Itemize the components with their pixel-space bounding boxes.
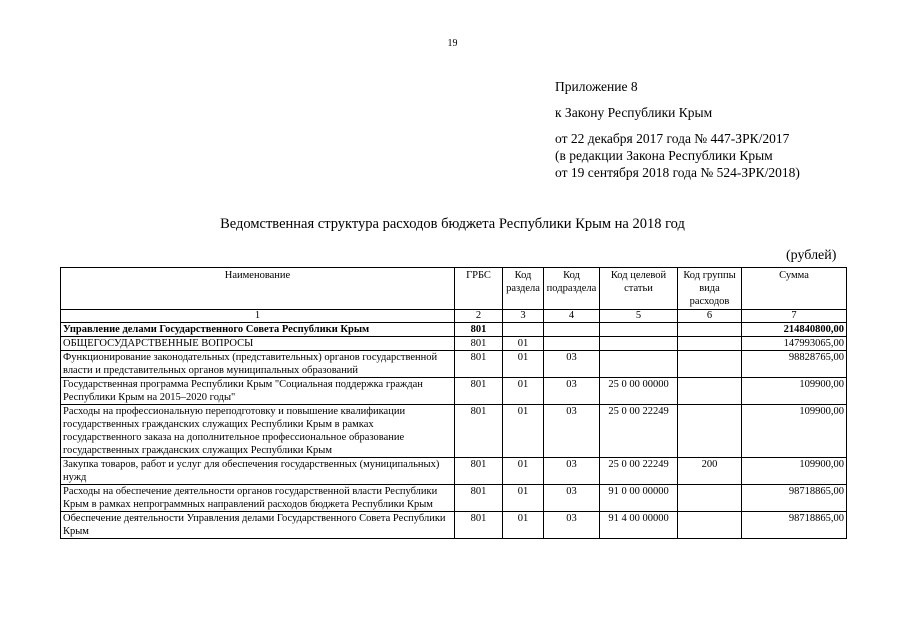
header-section: Код раздела — [503, 268, 544, 310]
row-group — [678, 351, 742, 378]
row-sum: 147993065,00 — [742, 337, 847, 351]
table-row — [61, 378, 847, 405]
table-row — [61, 351, 847, 378]
column-number: 2 — [455, 310, 503, 323]
row-subsection: 03 — [544, 458, 600, 485]
header-row — [61, 268, 847, 310]
row-target: 91 4 00 00000 — [600, 512, 678, 539]
header-subsection: Код подраздела — [544, 268, 600, 310]
row-target: 91 0 00 00000 — [600, 485, 678, 512]
row-target: 25 0 00 00000 — [600, 378, 678, 405]
row-grbs: 801 — [455, 512, 503, 539]
appendix-line-4: (в редакции Закона Республики Крым — [555, 148, 773, 163]
table-row — [61, 512, 847, 539]
row-grbs: 801 — [455, 337, 503, 351]
appendix-line-5: от 19 сентября 2018 года № 524-ЗРК/2018) — [555, 165, 800, 180]
row-section: 01 — [503, 458, 544, 485]
row-target — [600, 323, 678, 337]
table-row — [61, 458, 847, 485]
page-number: 19 — [447, 38, 458, 49]
row-subsection: 03 — [544, 351, 600, 378]
table-row — [61, 485, 847, 512]
column-number: 4 — [544, 310, 600, 323]
appendix-line-3: от 22 декабря 2017 года № 447-ЗРК/2017 — [555, 131, 790, 146]
row-subsection — [544, 323, 600, 337]
row-sum: 109900,00 — [742, 378, 847, 405]
row-name: Расходы на обеспечение деятельности органов государственной власти Республики Крым в рамках непрограммных направлений расходов бюджета Республики Крым — [61, 485, 455, 512]
row-name: Функционирование законодательных (представительных) органов государственной власти и представительных органов муниципальных образований — [61, 351, 455, 378]
row-sum: 109900,00 — [742, 458, 847, 485]
document-title: Ведомственная структура расходов бюджета Республики Крым на 2018 год — [220, 216, 685, 232]
row-group — [678, 512, 742, 539]
row-sum: 98718865,00 — [742, 512, 847, 539]
row-section: 01 — [503, 337, 544, 351]
row-section: 01 — [503, 351, 544, 378]
row-subsection: 03 — [544, 485, 600, 512]
row-sum: 98828765,00 — [742, 351, 847, 378]
header-group: Код группы вида расходов — [678, 268, 742, 310]
header-grbs: ГРБС — [455, 268, 503, 310]
row-subsection: 03 — [544, 405, 600, 458]
column-number: 1 — [61, 310, 455, 323]
row-grbs: 801 — [455, 323, 503, 337]
row-section — [503, 323, 544, 337]
row-name: ОБЩЕГОСУДАРСТВЕННЫЕ ВОПРОСЫ — [61, 337, 455, 351]
header-target: Код целевой статьи — [600, 268, 678, 310]
header-name: Наименование — [61, 268, 455, 310]
table-row — [61, 405, 847, 458]
units-label: (рублей) — [786, 248, 837, 263]
row-sum: 109900,00 — [742, 405, 847, 458]
column-number: 3 — [503, 310, 544, 323]
row-subsection: 03 — [544, 378, 600, 405]
row-grbs: 801 — [455, 485, 503, 512]
row-sum: 214840800,00 — [742, 323, 847, 337]
row-name: Закупка товаров, работ и услуг для обеспечения государственных (муниципальных) нужд — [61, 458, 455, 485]
column-number: 7 — [742, 310, 847, 323]
row-section: 01 — [503, 485, 544, 512]
row-group — [678, 337, 742, 351]
table-row — [61, 337, 847, 351]
row-group: 200 — [678, 458, 742, 485]
row-subsection: 03 — [544, 512, 600, 539]
row-group — [678, 485, 742, 512]
row-name: Управление делами Государственного Совета Республики Крым — [61, 323, 455, 337]
row-name: Обеспечение деятельности Управления делами Государственного Совета Республики Крым — [61, 512, 455, 539]
row-target: 25 0 00 22249 — [600, 405, 678, 458]
row-name: Государственная программа Республики Крым "Социальная поддержка граждан Республики Крым на 2015–2020 годы" — [61, 378, 455, 405]
row-section: 01 — [503, 405, 544, 458]
row-grbs: 801 — [455, 405, 503, 458]
row-group — [678, 378, 742, 405]
row-grbs: 801 — [455, 351, 503, 378]
column-number: 6 — [678, 310, 742, 323]
table-row — [61, 323, 847, 337]
row-section: 01 — [503, 512, 544, 539]
row-name: Расходы на профессиональную переподготовку и повышение квалификации государственных гражданских служащих Республики Крым в рамках государственного заказа на дополнительное профессиональное образование государственных гражданских служащих Республики Крым — [61, 405, 455, 458]
row-group — [678, 405, 742, 458]
appendix-line-1: Приложение 8 — [555, 79, 638, 94]
row-group — [678, 323, 742, 337]
row-target — [600, 351, 678, 378]
row-grbs: 801 — [455, 458, 503, 485]
appendix-block — [555, 78, 800, 181]
row-subsection — [544, 337, 600, 351]
row-section: 01 — [503, 378, 544, 405]
appendix-line-2: к Закону Республики Крым — [555, 105, 713, 120]
row-sum: 98718865,00 — [742, 485, 847, 512]
row-target: 25 0 00 22249 — [600, 458, 678, 485]
column-number: 5 — [600, 310, 678, 323]
row-grbs: 801 — [455, 378, 503, 405]
budget-table — [60, 267, 847, 539]
row-target — [600, 337, 678, 351]
header-sum: Сумма — [742, 268, 847, 310]
column-number-row — [61, 310, 847, 323]
